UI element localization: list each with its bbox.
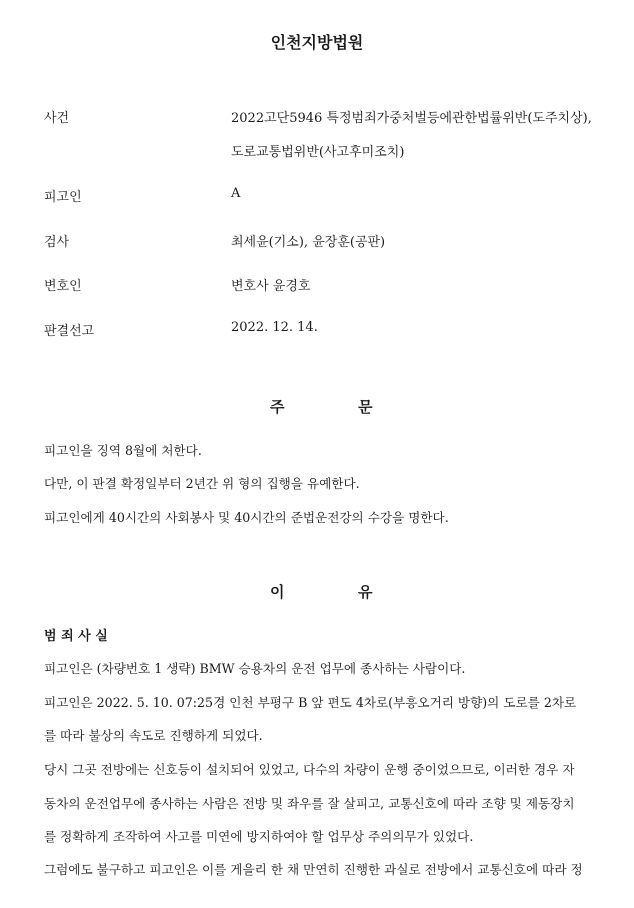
reasons-line: 를 정확하게 조작하여 사고를 미연에 방지하여야 할 업무상 주의의무가 있었다. xyxy=(44,829,474,844)
sentence-date-value: 2022. 12. 14. xyxy=(231,320,318,335)
ruling-line: 피고인에게 40시간의 사회봉사 및 40시간의 준법운전강의 수강을 명한다. xyxy=(44,510,449,525)
reasons-line: 피고인은 (차량번호 1 생략) BMW 승용차의 운전 업무에 종사하는 사람이다. xyxy=(44,661,466,676)
counsel-value: 변호사 윤경호 xyxy=(231,279,311,294)
reasons-line: 를 따라 불상의 속도로 진행하게 되었다. xyxy=(44,728,263,743)
ruling-line: 다만, 이 판결 확정일부터 2년간 위 형의 집행을 유예한다. xyxy=(44,476,360,491)
reasons-heading-right: 유 xyxy=(358,583,373,601)
ruling-heading-left: 주 xyxy=(270,398,285,416)
reasons-heading-left: 이 xyxy=(270,583,285,601)
reasons-line: 그럼에도 불구하고 피고인은 이를 게을리 한 채 만연히 진행한 과실로 전방에서 교통신호에 따라 정 xyxy=(44,862,583,877)
reasons-line: 동차의 운전업무에 종사하는 사람은 전방 및 좌우를 잘 살피고, 교통신호에 따라 조향 및 제동장치 xyxy=(44,796,575,811)
court-name: 인천지방법원 xyxy=(270,33,364,52)
case-number-line1: 2022고단5946 특정범죄가중처벌등에관한법률위반(도주치상), xyxy=(231,111,592,126)
prosecutor-label: 검사 xyxy=(44,235,70,250)
defendant-value: A xyxy=(231,186,241,201)
case-number-line2: 도로교통법위반(사고후미조치) xyxy=(231,145,405,160)
reasons-line: 피고인은 2022. 5. 10. 07:25경 인천 부평구 B 앞 편도 4차로(부흥오거리 방향)의 도로를 2차로 xyxy=(44,695,577,710)
reasons-line: 당시 그곳 전방에는 신호등이 설치되어 있었고, 다수의 차량이 운행 중이었으므로, 이러한 경우 자 xyxy=(44,762,575,777)
ruling-heading-right: 문 xyxy=(358,398,373,416)
crime-facts-subheading: 범 죄 사 실 xyxy=(44,629,108,644)
counsel-label: 변호인 xyxy=(44,279,82,294)
case-label: 사건 xyxy=(44,111,70,126)
ruling-line: 피고인을 징역 8월에 처한다. xyxy=(44,443,202,458)
defendant-label: 피고인 xyxy=(44,190,82,205)
prosecutor-value: 최세윤(기소), 윤장훈(공판) xyxy=(231,235,386,250)
sentence-date-label: 판결선고 xyxy=(44,324,95,339)
